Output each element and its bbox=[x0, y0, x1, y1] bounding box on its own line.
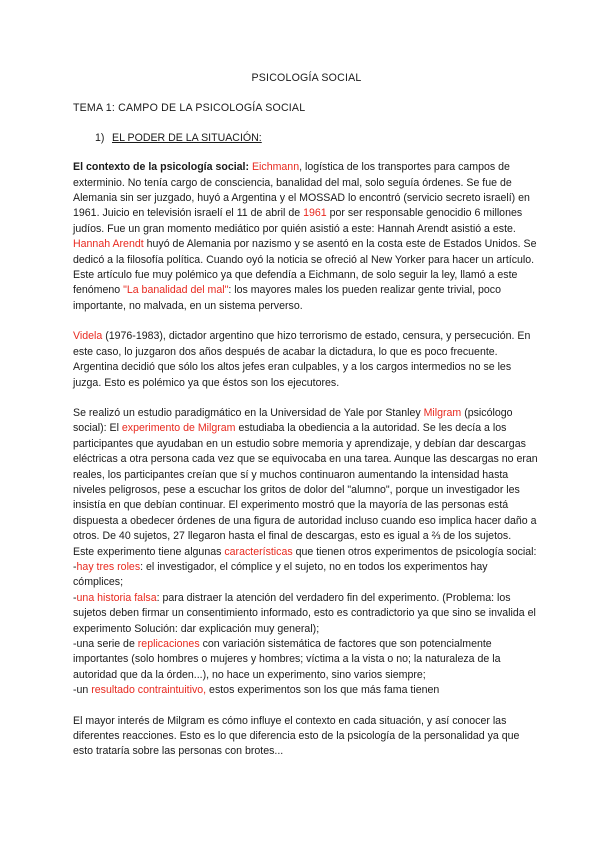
paragraph-conclusion: El mayor interés de Milgram es cómo influye el contexto en cada situación, y así conocer las diferentes reacciones. Esto es lo que diferencia esto de la psicología de la personalidad ya que esto trataría sobre las personas con brotes... bbox=[73, 714, 520, 758]
paragraph-text: : para distraer la atención del verdadero fin del experimento. (Problema: los sujetos deben firmar un consentimiento informado, esto es contradictorio ya que sino se invalida el experimento Solución: dar explicación muy general); bbox=[73, 591, 536, 635]
highlight-caracteristicas: características bbox=[224, 545, 293, 558]
highlight-historia: una historia falsa bbox=[76, 591, 157, 604]
paragraph-text: Se realizó un estudio paradigmático en la Universidad de Yale por Stanley bbox=[73, 406, 424, 419]
highlight-eichmann: Eichmann bbox=[251, 161, 300, 174]
paragraph-text: , logística de los transportes para campos de exterminio. No tenía cargo de consciencia, banalidad del mal, solo seguía órdenes. Se fue de Alemania sin ser juzgado, huyó a Argentina y el MOSSAD lo encontró (servicio secreto israelí) en 1961. Juicio en televisión israelí el 11 de abril de bbox=[73, 161, 530, 220]
highlight-videla: Videla bbox=[73, 330, 103, 343]
list-dash: - bbox=[73, 560, 77, 573]
section-number: 1) bbox=[95, 131, 105, 144]
highlight-banalidad: "La banalidad del mal" bbox=[123, 284, 229, 297]
paragraph-text: (1976-1983), dictador argentino que hizo terrorismo de estado, censura, y persecución. En este caso, lo juzgaron dos años después de acabar la dictadura, lo que es poco frecuente. Argentina decidió que sólo los altos jefes eran culpables, y a los cargos intermedios no se les juzga. Esto es polémico ya que éstos son los ejecutores. bbox=[73, 330, 531, 389]
paragraph-caracteristicas bbox=[73, 545, 540, 560]
paragraph-text: con variación sistemática de factores que son potencialmente importantes (solo hombres o mujeres y hombres; víctima a la vista o no; la naturaleza de la autoridad que da la órden...), no hace un experimento, sino varios siempre; bbox=[73, 638, 501, 681]
document-title: PSICOLOGÍA SOCIAL bbox=[251, 72, 362, 84]
topic-heading: TEMA 1: CAMPO DE LA PSICOLOGÍA SOCIAL bbox=[73, 102, 306, 115]
highlight-roles: hay tres roles bbox=[76, 560, 141, 573]
highlight-experimento: experimento de Milgram bbox=[121, 422, 236, 435]
paragraph-text: : el investigador, el cómplice y el sujeto, no en todos los experimentos hay cómplices; bbox=[73, 560, 488, 589]
paragraph-text: huyó de Alemania por nazismo y se asentó en la costa este de Estados Unidos. Se dedicó a la filosofía política. Cuando oyó la noticia se ofreció al New Yorker para hacer un artículo. Este artículo fue muy polémico ya que defendía a Eichmann, de solo seguir la ley, llamó a este fenómeno bbox=[73, 238, 537, 297]
section-title: EL PODER DE LA SITUACIÓN: bbox=[112, 131, 262, 144]
paragraph-text: Este experimento tiene algunas bbox=[73, 545, 225, 558]
highlight-milgram: Milgram bbox=[423, 406, 462, 419]
highlight-resultado: resultado contraintuitivo, bbox=[91, 684, 207, 697]
list-dash: - bbox=[73, 591, 77, 604]
list-item-resultado bbox=[73, 683, 540, 698]
highlight-year: 1961 bbox=[303, 207, 327, 220]
list-item-roles bbox=[73, 560, 540, 591]
paragraph-text: por ser responsable genocidio 6 millones judíos. Fue un gran momento mediático por quién asistió a este: Hannah Arendt asistió a este. bbox=[73, 207, 523, 235]
paragraph-lead: El contexto de la psicología social: bbox=[73, 161, 250, 174]
paragraph-text: que tienen otros experimentos de psicología social: bbox=[292, 545, 537, 558]
paragraph-milgram bbox=[73, 406, 540, 545]
paragraph-text: -un bbox=[73, 684, 92, 697]
highlight-arendt: Hannah Arendt bbox=[73, 238, 144, 251]
paragraph-text: estos experimentos son los que más fama tienen bbox=[206, 684, 440, 697]
list-item-replicaciones bbox=[73, 637, 540, 683]
paragraph-text: : los mayores males los pueden realizar gente trivial, poco importante, no malvada, en un sistema perverso. bbox=[73, 284, 501, 312]
paragraph-videla bbox=[73, 329, 540, 391]
highlight-replicaciones: replicaciones bbox=[137, 638, 200, 650]
paragraph-arendt bbox=[73, 237, 540, 314]
section-heading bbox=[95, 131, 540, 146]
paragraph-text: estudiaba la obediencia a la autoridad. Se les decía a los participantes que ayudaban en un estudio sobre memoria y aprendizaje, y debían dar descargas eléctricas a otra persona cada vez que se equivocaba en una tarea. Aunque las descargas no eran reales, los participantes creían que sí y muchos continuaron aumentando la intensidad hasta niveles peligrosos, pese a escuchar los gritos de dolor del "alumno", porque un investigador les insistía en que debían continuar. El experimento mostró que la mayoría de las personas está dispuesta a obedecer órdenes de una figura de autoridad incluso cuando eso implica hacer daño a otros. De 40 sujetos, 27 llegaron hasta el final de descargas, esto es igual a ⅔ de los sujetos. bbox=[73, 422, 538, 543]
paragraph-eichmann bbox=[73, 160, 540, 237]
paragraph-text: -una serie de bbox=[73, 638, 138, 650]
list-item-historia bbox=[73, 591, 540, 637]
paragraph-text: (psicólogo social): El bbox=[73, 406, 513, 435]
